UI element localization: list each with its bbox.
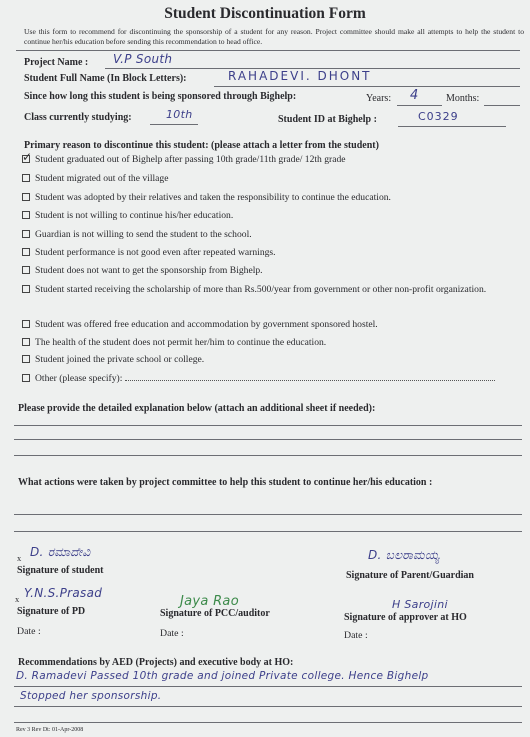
since-label: Since how long this student is being sponsored through Bighelp: bbox=[24, 91, 297, 102]
student-id-line bbox=[398, 126, 506, 127]
student-signature-label: Signature of student bbox=[17, 565, 104, 576]
parent-signature: D. ಬಲರಾಮಯ್ಯ bbox=[368, 548, 440, 562]
months-label: Months: bbox=[446, 93, 480, 104]
approver-date-label: Date : bbox=[344, 630, 368, 641]
reason-label: Student migrated out of the village bbox=[35, 173, 169, 184]
explanation-line-2[interactable] bbox=[14, 439, 522, 440]
class-line bbox=[150, 124, 198, 125]
pcc-date-label: Date : bbox=[160, 628, 184, 639]
form-instructions: Use this form to recommend for discontinuing the sponsorship of a student for any reason. Project committee should make all attempts to help the student to continue her/his education before sending this recommendation to head office. bbox=[24, 27, 524, 46]
months-line bbox=[484, 105, 520, 106]
recommendation-text-1[interactable]: D. Ramadevi Passed 10th grade and joined Private college. Hence Bighelp bbox=[16, 670, 429, 682]
project-name-value[interactable]: V.P South bbox=[113, 52, 173, 66]
class-value[interactable]: 10th bbox=[166, 108, 193, 121]
class-label: Class currently studying: bbox=[24, 112, 132, 123]
reason-label: Student is not willing to continue his/her education. bbox=[35, 210, 234, 221]
reason-option[interactable] bbox=[22, 284, 490, 296]
reason-checkbox[interactable] bbox=[22, 174, 30, 182]
years-line bbox=[397, 105, 442, 106]
reason-label: Student performance is not good even after repeated warnings. bbox=[35, 247, 276, 258]
reason-option[interactable] bbox=[22, 210, 233, 221]
reason-checkbox-checked[interactable] bbox=[22, 155, 30, 163]
project-name-label: Project Name : bbox=[24, 57, 89, 68]
pd-signature-label: Signature of PD bbox=[17, 606, 86, 617]
reason-label: Student was offered free education and accommodation by government sponsored hostel. bbox=[35, 319, 378, 330]
reason-checkbox[interactable] bbox=[22, 230, 30, 238]
recommendation-line-3 bbox=[14, 722, 522, 723]
reason-option[interactable] bbox=[22, 192, 391, 203]
reason-option[interactable] bbox=[22, 154, 346, 165]
reason-label: Student started receiving the scholarship of more than Rs.500/year from government or other non-profit organization. bbox=[35, 284, 487, 295]
pd-x-mark: x bbox=[15, 594, 20, 604]
actions-line-2[interactable] bbox=[14, 531, 522, 532]
reason-checkbox[interactable] bbox=[22, 193, 30, 201]
reason-label: Other (please specify): bbox=[35, 373, 123, 384]
actions-line-1[interactable] bbox=[14, 514, 522, 515]
reason-label: Student graduated out of Bighelp after passing 10th grade/11th grade/ 12th grade bbox=[35, 154, 346, 165]
approver-signature-label: Signature of approver at HO bbox=[344, 612, 467, 623]
reason-option[interactable] bbox=[22, 229, 252, 240]
reason-option[interactable] bbox=[22, 319, 378, 330]
reason-checkbox[interactable] bbox=[22, 266, 30, 274]
reason-checkbox[interactable] bbox=[22, 320, 30, 328]
student-id-value[interactable]: C0329 bbox=[418, 110, 459, 123]
student-id-label: Student ID at Bighelp : bbox=[278, 114, 377, 125]
pd-date-label: Date : bbox=[17, 626, 41, 637]
recommendations-label: Recommendations by AED (Projects) and executive body at HO: bbox=[18, 657, 294, 668]
reason-checkbox[interactable] bbox=[22, 338, 30, 346]
recommendation-line-1 bbox=[14, 686, 522, 687]
full-name-value[interactable]: RAHADEVI. DHONT bbox=[228, 69, 372, 83]
explanation-line-1[interactable] bbox=[14, 425, 522, 426]
recommendation-line-2 bbox=[14, 706, 522, 707]
full-name-line bbox=[214, 86, 520, 87]
reason-option[interactable] bbox=[22, 337, 326, 348]
recommendation-text-2[interactable]: Stopped her sponsorship. bbox=[20, 690, 162, 702]
parent-signature-label: Signature of Parent/Guardian bbox=[346, 570, 474, 581]
reason-option[interactable] bbox=[22, 373, 495, 384]
reasons-heading: Primary reason to discontinue this student: (please attach a letter from the student) bbox=[24, 140, 379, 151]
reason-option[interactable] bbox=[22, 173, 168, 184]
header-rule bbox=[16, 50, 520, 51]
student-x-mark: x bbox=[17, 553, 22, 563]
pd-signature: Y.N.S.Prasad bbox=[24, 586, 103, 600]
reason-checkbox[interactable] bbox=[22, 211, 30, 219]
reason-checkbox[interactable] bbox=[22, 285, 30, 293]
reason-label: Student was adopted by their relatives and taken the responsibility to continue the education. bbox=[35, 192, 391, 203]
revision-footer: Rev 3 Rev Dt: 01-Apr-2008 bbox=[16, 727, 84, 733]
reason-checkbox[interactable] bbox=[22, 355, 30, 363]
reason-option[interactable] bbox=[22, 354, 204, 365]
pcc-signature-label: Signature of PCC/auditor bbox=[160, 608, 270, 619]
student-signature: D. ರಮಾದೇವಿ bbox=[30, 545, 91, 559]
reason-option[interactable] bbox=[22, 247, 276, 258]
form-title: Student Discontinuation Form bbox=[164, 5, 366, 22]
reason-checkbox[interactable] bbox=[22, 248, 30, 256]
years-value[interactable]: 4 bbox=[410, 88, 419, 103]
other-specify-line[interactable] bbox=[125, 373, 495, 381]
explanation-label: Please provide the detailed explanation below (attach an additional sheet if needed): bbox=[18, 403, 376, 414]
full-name-label: Student Full Name (In Block Letters): bbox=[24, 73, 187, 84]
reason-label: Student does not want to get the sponsorship from Bighelp. bbox=[35, 265, 263, 276]
reason-label: Guardian is not willing to send the student to the school. bbox=[35, 229, 252, 240]
reason-option[interactable] bbox=[22, 265, 263, 276]
reason-label: The health of the student does not permit her/him to continue the education. bbox=[35, 337, 327, 348]
pcc-signature: Jaya Rao bbox=[180, 594, 239, 609]
approver-signature: H Sarojini bbox=[392, 598, 448, 611]
years-label: Years: bbox=[366, 93, 392, 104]
actions-label: What actions were taken by project committee to help this student to continue her/his education : bbox=[18, 477, 433, 488]
reason-label: Student joined the private school or college. bbox=[35, 354, 205, 365]
explanation-line-3[interactable] bbox=[14, 455, 522, 456]
reason-checkbox[interactable] bbox=[22, 374, 30, 382]
